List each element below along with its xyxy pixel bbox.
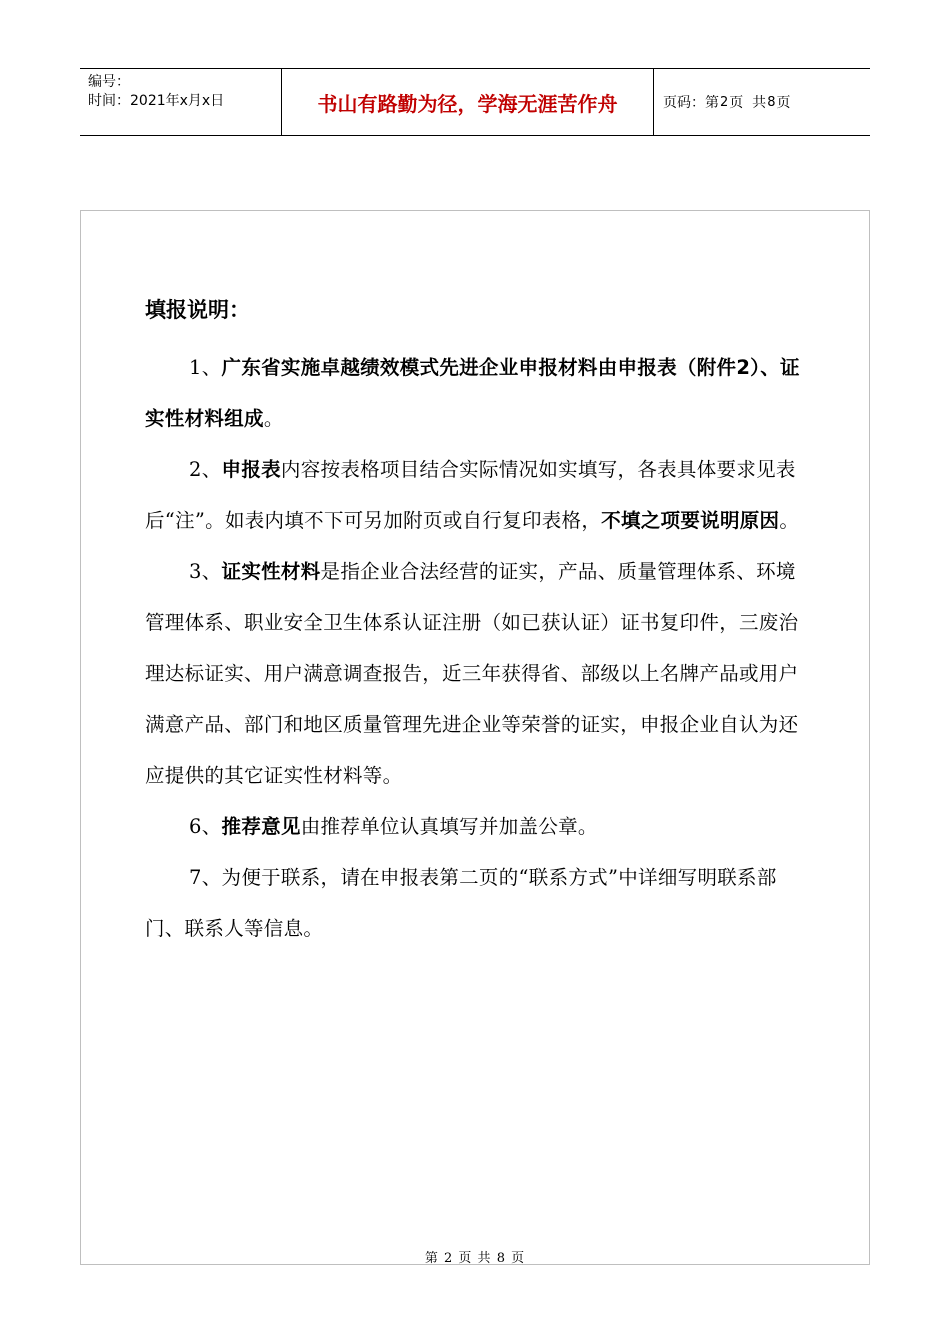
page-current: 2 [720,94,729,110]
instruction-item-7: 7、为便于联系，请在申报表第二页的“联系方式”中详细写明联系部门、联系人等信息。 [145,866,777,940]
instruction-item-2: 2、申报表内容按表格项目结合实际情况如实填写，各表具体要求见表后“注”。如表内填不下可另加附页或自行复印表格，不填之项要说明原因。 [145,458,800,532]
header-meta-cell [80,69,282,135]
instruction-item-3: 3、证实性材料是指企业合法经营的证实，产品、质量管理体系、环境管理体系、职业安全卫生体系认证注册（如已获认证）证书复印件，三废治理达标证实、用户满意调查报告，近三年获得省、部级以上名牌产品或用户满意产品、部门和地区质量管理先进企业等荣誉的证实，申报企业自认为还应提供的其它证实性材料等。 [145,560,799,787]
page-total: 8 [767,94,776,110]
section-heading: 填报说明： [145,298,250,322]
header-page-info [654,69,870,135]
document-content [145,290,810,954]
document-header-table [80,68,870,136]
page-suffix: 页 [776,95,791,111]
page-footer: 第 2 页 共 8 页 [424,1251,526,1266]
serial-number-label: 编号： [88,74,130,90]
instruction-item-1: 1、广东省实施卓越绩效模式先进企业申报材料由申报表（附件2）、证实性材料组成。 [145,356,800,430]
instruction-item-6: 6、推荐意见由推荐单位认真填写并加盖公章。 [189,815,598,838]
page-prefix: 页码：第 [663,95,719,111]
page-mid: 页 共 [729,95,767,111]
time-label: 时间：2021年x月x日 [88,93,225,109]
header-motto: 书山有路勤为径，学海无涯苦作舟 [282,69,654,135]
